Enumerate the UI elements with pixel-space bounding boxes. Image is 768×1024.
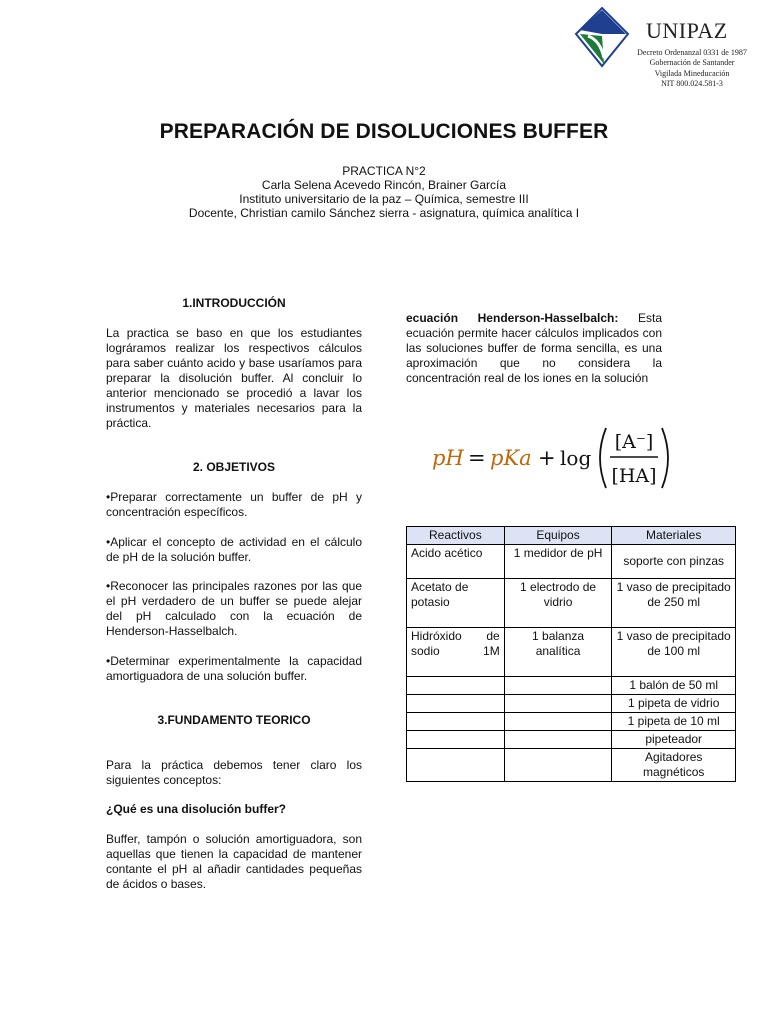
equation-description: Esta ecuación permite hacer cálculos implicados con las soluciones buffer de forma sencilla, es una aproximación que no considera la concentración real de los iones en la solución <box>406 311 662 385</box>
table-cell <box>504 731 612 749</box>
table-cell <box>504 713 612 731</box>
logo-line: Vigilada Mineducación <box>654 68 730 78</box>
table-cell: 1 medidor de pH <box>504 545 612 579</box>
table-row <box>407 731 736 749</box>
table-cell <box>407 749 505 782</box>
theory-question: ¿Qué es una disolución buffer? <box>106 802 287 816</box>
table-cell <box>504 695 612 713</box>
unipaz-logo <box>574 6 764 92</box>
objective-item: •Determinar experimentalmente la capacidad amortiguadora de una solución buffer. <box>106 654 362 683</box>
practice-number: PRACTICA N°2 <box>342 164 426 178</box>
table-header-cell: Materiales <box>612 527 736 545</box>
formula-ph: pH <box>432 446 464 470</box>
table-row <box>407 628 736 677</box>
equation-paragraph <box>406 311 662 386</box>
document-title: PREPARACIÓN DE DISOLUCIONES BUFFER <box>159 120 609 143</box>
table-cell: 1 vaso de precipitado de 250 ml <box>612 579 736 628</box>
logo-line: Decreto Ordenanzal 0331 de 1987 <box>637 48 747 57</box>
formula-pka: pKa <box>490 446 532 470</box>
theory-heading: 3.FUNDAMENTO TEORICO <box>157 713 311 727</box>
intro-body: La practica se baso en que los estudiantes lográramos realizar los respectivos cálculos para saber cuánto acido y base usaríamos para preparar la disolución buffer. Al concluir lo anterior mencionado se procedió a lavar los instrumentos y materiales necesarios para la práctica. <box>106 326 362 430</box>
institute: Instituto universitario de la paz – Química, semestre III <box>239 192 529 206</box>
table-cell <box>407 677 505 695</box>
table-row <box>407 749 736 782</box>
formula-equals: = <box>468 446 486 470</box>
teacher: Docente, Christian camilo Sánchez sierra - asignatura, química analítica I <box>188 206 580 220</box>
table-cell <box>504 749 612 782</box>
table-cell: Hidróxido de sodio 1M <box>407 628 505 677</box>
table-cell <box>407 713 505 731</box>
table-cell: 1 pipeta de 10 ml <box>612 713 736 731</box>
table-cell: 1 vaso de precipitado de 100 ml <box>612 628 736 677</box>
table-cell: 1 balón de 50 ml <box>612 677 736 695</box>
theory-intro: Para la práctica debemos tener claro los siguientes conceptos: <box>106 758 362 787</box>
table-row <box>407 545 736 579</box>
logo-name: UNIPAZ <box>646 18 728 43</box>
table-cell: pipeteador <box>612 731 736 749</box>
intro-heading: 1.INTRODUCCIÓN <box>182 296 286 310</box>
objective-item: •Reconocer las principales razones por las que el pH verdadero de un buffer se puede alejar del pH calculado con la ecuación de Henderson-Hasselbalch. <box>106 579 362 638</box>
equation-term: ecuación Henderson-Hasselbalch: <box>406 311 619 325</box>
objective-item: •Aplicar el concepto de actividad en el cálculo de pH de la solución buffer. <box>106 535 362 564</box>
objective-item: •Preparar correctamente un buffer de pH y concentración específicos. <box>106 490 362 519</box>
table-cell: 1 pipeta de vidrio <box>612 695 736 713</box>
henderson-hasselbalch-formula <box>430 422 670 492</box>
table-cell <box>407 695 505 713</box>
authors: Carla Selena Acevedo Rincón, Brainer García <box>261 178 507 192</box>
table-cell <box>407 731 505 749</box>
logo-text <box>622 48 762 89</box>
table-row <box>407 695 736 713</box>
table-header-cell: Reactivos <box>407 527 505 545</box>
close-paren-icon <box>662 428 668 488</box>
table-header-cell: Equipos <box>504 527 612 545</box>
table-cell: Acetato de potasio <box>407 579 505 628</box>
table-cell <box>504 677 612 695</box>
table-cell: Agitadores magnéticos <box>612 749 736 782</box>
table-cell: 1 electrodo de vidrio <box>504 579 612 628</box>
objectives-heading: 2. OBJETIVOS <box>192 460 276 474</box>
logo-line: Gobernación de Santander <box>649 58 735 68</box>
materials-table <box>406 526 736 782</box>
table-cell: Acido acético <box>407 545 505 579</box>
table-cell: soporte con pinzas <box>612 545 736 579</box>
formula-numerator: [A⁻] <box>614 431 654 453</box>
table-cell: 1 balanza analítica <box>504 628 612 677</box>
table-row <box>407 677 736 695</box>
theory-answer: Buffer, tampón o solución amortiguadora, son aquellas que tienen la capacidad de mantener contante el pH al añadir cantidades pequeñas de ácidos o bases. <box>106 832 362 891</box>
formula-plus: + <box>538 446 556 470</box>
open-paren-icon <box>600 428 606 488</box>
formula-denominator: [HA] <box>611 465 657 487</box>
table-row <box>407 579 736 628</box>
table-row <box>407 713 736 731</box>
formula-log: log <box>560 446 592 470</box>
logo-line: NIT 800.024.581-3 <box>661 78 723 88</box>
table-header-row <box>407 527 736 545</box>
